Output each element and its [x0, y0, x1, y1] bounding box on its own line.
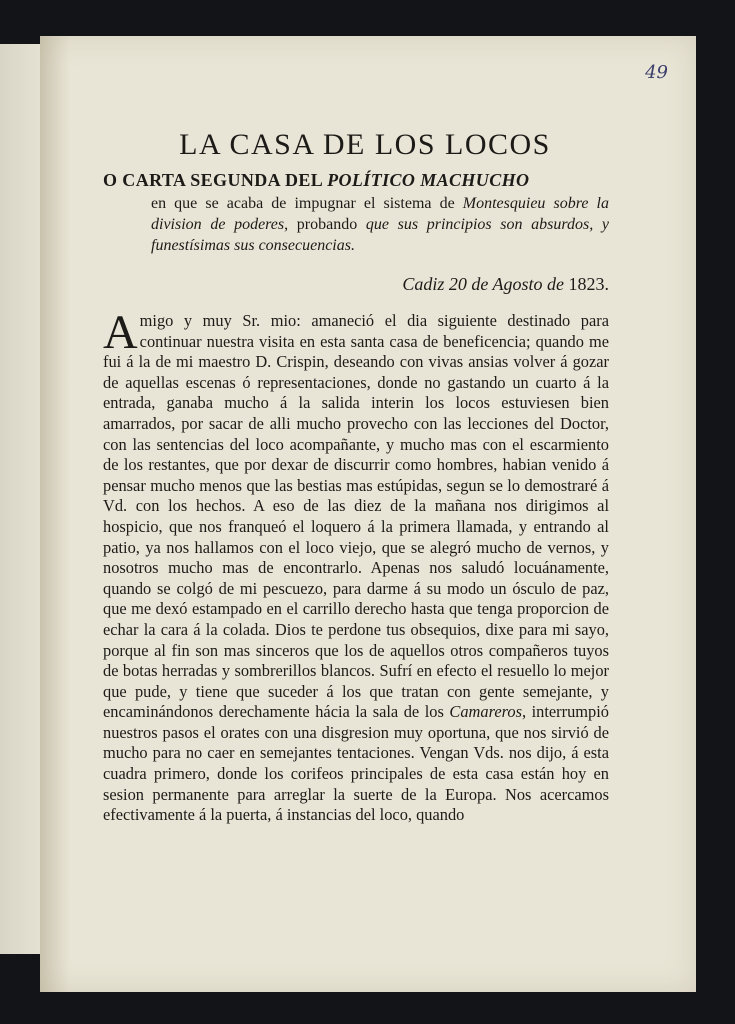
- page-title: LA CASA DE LOS LOCOS: [179, 128, 551, 161]
- subtitle: [103, 170, 609, 191]
- dateline-year: 1823.: [568, 274, 609, 294]
- description: [151, 193, 609, 256]
- letter-body: [103, 306, 609, 826]
- dateline-place-date: Cadiz 20 de Agosto de: [402, 274, 569, 294]
- text-block: [103, 128, 609, 826]
- dateline: [103, 274, 609, 295]
- letter-text-2: , interrumpió nuestros pasos el orates con una disgresion muy oportuna, que nos sirvió de mucho para no caer en semejantes tentaciones. Vengan Vds. nos dijo, á esta cuadra primero, donde los corifeos principales de esta casa están hoy en sesion permanente para arreglar la suerte de la Europa. Nos acercamos efectivamente á la puerta, á instancias del loco, quando: [103, 702, 609, 825]
- description-italic-1: Montesquieu sobre la division de poderes: [151, 195, 610, 233]
- subtitle-italic: POLÍTICO MACHUCHO: [327, 170, 530, 190]
- letter-text-1: migo y muy Sr. mio: amaneció el dia siguiente destinado para continuar nuestra visita en esta santa casa de beneficencia; quando me fui á la de mi maestro D. Crispin, deseando con vivas ansias volver á gozar de aquellas escenas ó representaciones, donde no gastando un cuarto á la entrada, ganaba mucho á la salida interin los locos estuviesen bien amarrados, por sacar de alli mucho provecho con las lecciones del Doctor, con las sentencias del loco acompañante, y mucho mas con el escarmiento de los restantes, que por dexar de discurrir como hombres, habian venido á pensar mucho menos que las bestias mas estúpidas, segun se lo demostraré á Vd. con los hechos. A eso de las diez de la mañana nos dirigimos al hospicio, que nos franqueó el loquero á la primera llamada, y entrando al patio, ya nos hallamos con el loco viejo, que se alegró mucho de vernos, y nosotros mucho mas de encontrarlo. Apenas nos saludó locuánamente, quando se colgó de mi pescuezo, para darme á su modo un ósculo de paz, que me dexó estampado en el carrillo derecho hasta que tenga proporcion de echar la cara á la colada. Dios te perdone tus obsequios, dixe para mi sayo, porque al fin son mas sinceros que los de aquellos otros compañeros tuyos de botas herradas y sombrerillos blancos. Sufrí en efecto el resuello lo mejor que pude, y tiene que suceder á los que tratan con gente semejante, y encaminándonos derechamente hácia la sala de los: [103, 311, 609, 722]
- drop-cap: A: [103, 306, 138, 359]
- description-part-2: , probando: [284, 216, 366, 233]
- description-part-1: en que se acaba de impugnar el sistema de: [151, 195, 463, 212]
- document-page: [40, 36, 696, 992]
- page-number: 49: [645, 62, 668, 83]
- letter-italic-word: Camareros: [449, 702, 522, 722]
- description-italic-2: que sus principios son absurdos, y funestísimas sus consecuencias.: [151, 216, 610, 254]
- subtitle-prefix: O CARTA SEGUNDA DEL: [103, 170, 328, 190]
